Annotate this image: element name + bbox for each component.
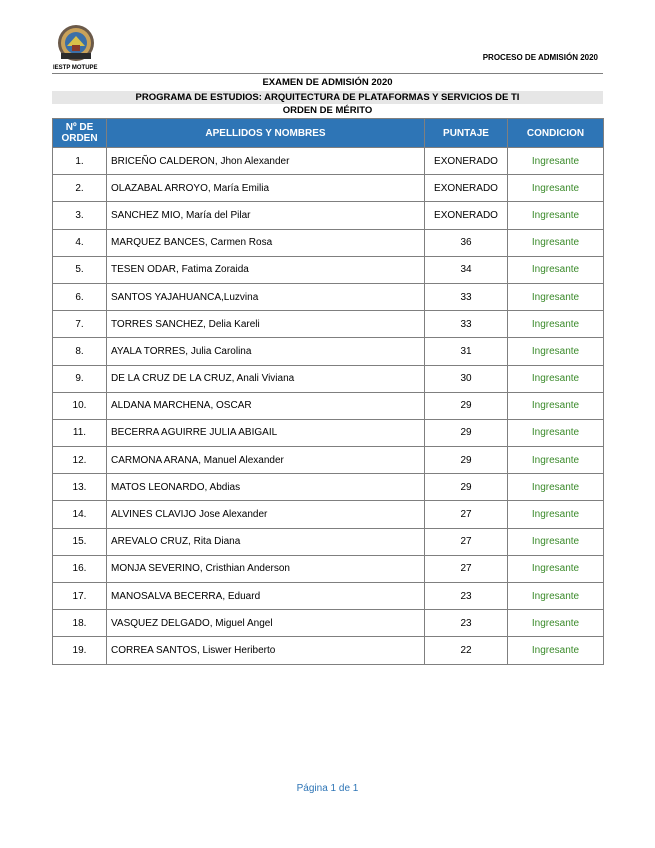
order-cell: 19. bbox=[53, 637, 107, 664]
score-cell: 33 bbox=[425, 283, 508, 310]
merit-order-title: ORDEN DE MÉRITO bbox=[282, 105, 373, 116]
name-cell: MANOSALVA BECERRA, Eduard bbox=[107, 583, 425, 610]
table-row bbox=[53, 175, 604, 202]
score-cell: 23 bbox=[425, 583, 508, 610]
score-cell: 29 bbox=[425, 474, 508, 501]
name-cell: ALVINES CLAVIJO Jose Alexander bbox=[107, 501, 425, 528]
condition-cell: Ingresante bbox=[508, 202, 604, 229]
name-cell: DE LA CRUZ DE LA CRUZ, Anali Viviana bbox=[107, 365, 425, 392]
order-cell: 8. bbox=[53, 338, 107, 365]
name-cell: MONJA SEVERINO, Cristhian Anderson bbox=[107, 555, 425, 582]
table-row bbox=[53, 256, 604, 283]
score-cell: 27 bbox=[425, 555, 508, 582]
name-cell: ALDANA MARCHENA, OSCAR bbox=[107, 392, 425, 419]
table-row bbox=[53, 583, 604, 610]
name-cell: MARQUEZ BANCES, Carmen Rosa bbox=[107, 229, 425, 256]
score-cell: 36 bbox=[425, 229, 508, 256]
name-cell: CORREA SANTOS, Liswer Heriberto bbox=[107, 637, 425, 664]
column-header-condition: CONDICION bbox=[508, 119, 604, 148]
order-cell: 1. bbox=[53, 148, 107, 175]
order-cell: 6. bbox=[53, 283, 107, 310]
table-row bbox=[53, 311, 604, 338]
results-table bbox=[52, 118, 604, 665]
name-cell: CARMONA ARANA, Manuel Alexander bbox=[107, 447, 425, 474]
order-cell: 17. bbox=[53, 583, 107, 610]
table-row bbox=[53, 555, 604, 582]
table-row bbox=[53, 447, 604, 474]
institution-logo bbox=[55, 24, 97, 64]
order-cell: 14. bbox=[53, 501, 107, 528]
condition-cell: Ingresante bbox=[508, 501, 604, 528]
score-cell: 30 bbox=[425, 365, 508, 392]
condition-cell: Ingresante bbox=[508, 419, 604, 446]
condition-cell: Ingresante bbox=[508, 392, 604, 419]
score-cell: 34 bbox=[425, 256, 508, 283]
order-cell: 3. bbox=[53, 202, 107, 229]
order-cell: 15. bbox=[53, 528, 107, 555]
score-cell: 27 bbox=[425, 528, 508, 555]
name-cell: AYALA TORRES, Julia Carolina bbox=[107, 338, 425, 365]
table-row bbox=[53, 501, 604, 528]
exam-title: EXAMEN DE ADMISIÓN 2020 bbox=[262, 77, 393, 88]
name-cell: MATOS LEONARDO, Abdias bbox=[107, 474, 425, 501]
order-cell: 5. bbox=[53, 256, 107, 283]
table-row bbox=[53, 338, 604, 365]
condition-cell: Ingresante bbox=[508, 283, 604, 310]
order-cell: 11. bbox=[53, 419, 107, 446]
score-cell: 29 bbox=[425, 419, 508, 446]
table-header-row bbox=[53, 119, 604, 148]
order-cell: 9. bbox=[53, 365, 107, 392]
condition-cell: Ingresante bbox=[508, 583, 604, 610]
name-cell: TORRES SANCHEZ, Delia Kareli bbox=[107, 311, 425, 338]
table-row bbox=[53, 202, 604, 229]
order-cell: 12. bbox=[53, 447, 107, 474]
condition-cell: Ingresante bbox=[508, 229, 604, 256]
header-divider bbox=[52, 73, 603, 74]
score-cell: 29 bbox=[425, 392, 508, 419]
condition-cell: Ingresante bbox=[508, 528, 604, 555]
condition-cell: Ingresante bbox=[508, 447, 604, 474]
table-row bbox=[53, 229, 604, 256]
condition-cell: Ingresante bbox=[508, 311, 604, 338]
name-cell: AREVALO CRUZ, Rita Diana bbox=[107, 528, 425, 555]
score-cell: 33 bbox=[425, 311, 508, 338]
order-cell: 16. bbox=[53, 555, 107, 582]
condition-cell: Ingresante bbox=[508, 148, 604, 175]
page-number: Página 1 de 1 bbox=[296, 783, 359, 794]
column-header-name: APELLIDOS Y NOMBRES bbox=[107, 119, 425, 148]
name-cell: OLAZABAL ARROYO, María Emilia bbox=[107, 175, 425, 202]
name-cell: BRICEÑO CALDERON, Jhon Alexander bbox=[107, 148, 425, 175]
condition-cell: Ingresante bbox=[508, 474, 604, 501]
condition-cell: Ingresante bbox=[508, 555, 604, 582]
condition-cell: Ingresante bbox=[508, 637, 604, 664]
column-header-order: Nº DE ORDEN bbox=[53, 119, 107, 148]
condition-cell: Ingresante bbox=[508, 610, 604, 637]
name-cell: TESEN ODAR, Fatima Zoraida bbox=[107, 256, 425, 283]
table-row bbox=[53, 392, 604, 419]
table-row bbox=[53, 474, 604, 501]
order-cell: 7. bbox=[53, 311, 107, 338]
score-cell: 29 bbox=[425, 447, 508, 474]
table-row bbox=[53, 637, 604, 664]
table-row bbox=[53, 528, 604, 555]
table-row bbox=[53, 419, 604, 446]
score-cell: 27 bbox=[425, 501, 508, 528]
table-row bbox=[53, 148, 604, 175]
program-title: PROGRAMA DE ESTUDIOS: ARQUITECTURA DE PLATAFORMAS Y SERVICIOS DE TI bbox=[52, 91, 603, 104]
table-row bbox=[53, 610, 604, 637]
name-cell: VASQUEZ DELGADO, Miguel Angel bbox=[107, 610, 425, 637]
order-cell: 4. bbox=[53, 229, 107, 256]
process-label: PROCESO DE ADMISIÓN 2020 bbox=[482, 53, 598, 62]
score-cell: EXONERADO bbox=[425, 148, 508, 175]
condition-cell: Ingresante bbox=[508, 256, 604, 283]
name-cell: BECERRA AGUIRRE JULIA ABIGAIL bbox=[107, 419, 425, 446]
table-row bbox=[53, 365, 604, 392]
order-cell: 13. bbox=[53, 474, 107, 501]
condition-cell: Ingresante bbox=[508, 175, 604, 202]
column-header-score: PUNTAJE bbox=[425, 119, 508, 148]
score-cell: 31 bbox=[425, 338, 508, 365]
name-cell: SANCHEZ MIO, María del Pilar bbox=[107, 202, 425, 229]
score-cell: 23 bbox=[425, 610, 508, 637]
condition-cell: Ingresante bbox=[508, 338, 604, 365]
score-cell: EXONERADO bbox=[425, 175, 508, 202]
score-cell: 22 bbox=[425, 637, 508, 664]
order-cell: 18. bbox=[53, 610, 107, 637]
score-cell: EXONERADO bbox=[425, 202, 508, 229]
order-cell: 2. bbox=[53, 175, 107, 202]
order-cell: 10. bbox=[53, 392, 107, 419]
name-cell: SANTOS YAJAHUANCA,Luzvina bbox=[107, 283, 425, 310]
table-row bbox=[53, 283, 604, 310]
condition-cell: Ingresante bbox=[508, 365, 604, 392]
logo-caption: IESTP MOTUPE bbox=[53, 65, 98, 71]
